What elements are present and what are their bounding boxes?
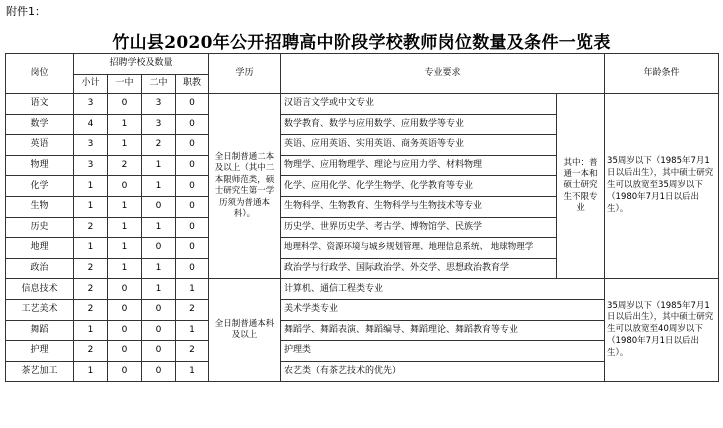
major-cell: 美术学类专业 bbox=[281, 299, 605, 320]
yizhong-cell: 1 bbox=[108, 258, 142, 279]
header-row-1 bbox=[6, 54, 719, 75]
major-cell: 英语、应用英语、实用英语、商务英语等专业 bbox=[281, 135, 557, 156]
yizhong-cell: 1 bbox=[108, 196, 142, 217]
major-cell: 数学教育、数学与应用数学、应用数学等专业 bbox=[281, 114, 557, 135]
zhijiao-cell: 0 bbox=[176, 114, 209, 135]
yizhong-cell: 0 bbox=[108, 299, 142, 320]
erzhong-cell: 0 bbox=[142, 238, 176, 259]
major-cell: 护理类 bbox=[281, 341, 605, 362]
erzhong-cell: 1 bbox=[142, 258, 176, 279]
erzhong-cell: 1 bbox=[142, 279, 176, 300]
post-cell: 信息技术 bbox=[6, 279, 74, 300]
yizhong-cell: 1 bbox=[108, 217, 142, 238]
total-cell: 2 bbox=[74, 258, 108, 279]
recruitment-table bbox=[5, 53, 719, 382]
yizhong-cell: 0 bbox=[108, 320, 142, 341]
zhijiao-cell: 0 bbox=[176, 217, 209, 238]
major-cell: 物理学、应用物理学、理论与应用力学、材料物理 bbox=[281, 155, 557, 176]
post-cell: 茶艺加工 bbox=[6, 361, 74, 382]
yizhong-cell: 0 bbox=[108, 94, 142, 115]
yizhong-cell: 1 bbox=[108, 238, 142, 259]
zhijiao-cell: 2 bbox=[176, 299, 209, 320]
total-cell: 1 bbox=[74, 361, 108, 382]
age-cell-group1: 35周岁以下（1985年7月1日以后出生），其中硕士研究生可以放宽至35周岁以下（1980年7月1日以后出生）。 bbox=[605, 94, 719, 279]
erzhong-cell: 3 bbox=[142, 114, 176, 135]
erzhong-cell: 0 bbox=[142, 320, 176, 341]
erzhong-cell: 0 bbox=[142, 341, 176, 362]
total-cell: 3 bbox=[74, 155, 108, 176]
header-quota-group: 招聘学校及数量 bbox=[74, 54, 209, 75]
total-cell: 2 bbox=[74, 341, 108, 362]
major-cell: 农艺类（有茶艺技术的优先） bbox=[281, 361, 605, 382]
header-quota-yizhong: 一中 bbox=[108, 75, 142, 94]
post-cell: 数学 bbox=[6, 114, 74, 135]
post-cell: 英语 bbox=[6, 135, 74, 156]
attachment-label: 附件1： bbox=[6, 5, 46, 18]
yizhong-cell: 0 bbox=[108, 361, 142, 382]
yizhong-cell: 1 bbox=[108, 114, 142, 135]
total-cell: 3 bbox=[74, 94, 108, 115]
zhijiao-cell: 0 bbox=[176, 238, 209, 259]
yizhong-cell: 0 bbox=[108, 176, 142, 197]
post-cell: 生物 bbox=[6, 196, 74, 217]
education-cell-group2: 全日制普通本科及以上 bbox=[209, 279, 281, 382]
erzhong-cell: 2 bbox=[142, 135, 176, 156]
education-cell-group1: 全日制普通二本及以上（其中二本限师范类，硕士研究生第一学历须为普通本科）。 bbox=[209, 94, 281, 279]
major-cell: 舞蹈学、舞蹈表演、舞蹈编导、舞蹈理论、舞蹈教育等专业 bbox=[281, 320, 605, 341]
total-cell: 3 bbox=[74, 135, 108, 156]
major-cell: 历史学、世界历史学、考古学、博物馆学、民族学 bbox=[281, 217, 557, 238]
major-note-cell: 其中：普通一本和硕士研究生不限专业 bbox=[557, 94, 605, 279]
erzhong-cell: 3 bbox=[142, 94, 176, 115]
yizhong-cell: 0 bbox=[108, 279, 142, 300]
header-quota-erzhong: 二中 bbox=[142, 75, 176, 94]
header-quota-zhijiao: 职教 bbox=[176, 75, 209, 94]
total-cell: 2 bbox=[74, 279, 108, 300]
post-cell: 工艺美术 bbox=[6, 299, 74, 320]
zhijiao-cell: 0 bbox=[176, 176, 209, 197]
header-post: 岗位 bbox=[6, 54, 74, 94]
post-cell: 化学 bbox=[6, 176, 74, 197]
post-cell: 地理 bbox=[6, 238, 74, 259]
table-row bbox=[6, 279, 719, 300]
zhijiao-cell: 1 bbox=[176, 320, 209, 341]
total-cell: 2 bbox=[74, 299, 108, 320]
yizhong-cell: 2 bbox=[108, 155, 142, 176]
major-cell: 汉语言文学或中文专业 bbox=[281, 94, 557, 115]
zhijiao-cell: 0 bbox=[176, 94, 209, 115]
header-age: 年龄条件 bbox=[605, 54, 719, 94]
post-cell: 语文 bbox=[6, 94, 74, 115]
major-cell: 地理科学、资源环境与城乡规划管理、地理信息系统、 地球物理学 bbox=[281, 238, 557, 259]
header-education: 学历 bbox=[209, 54, 281, 94]
table-row bbox=[6, 94, 719, 115]
yizhong-cell: 0 bbox=[108, 341, 142, 362]
age-cell-group2: 35周岁以下（1985年7月1日以后出生），其中硕士研究生可以放宽至40周岁以下（1980年7月1日以后出生）。 bbox=[605, 279, 719, 382]
erzhong-cell: 0 bbox=[142, 299, 176, 320]
post-cell: 历史 bbox=[6, 217, 74, 238]
post-cell: 政治 bbox=[6, 258, 74, 279]
total-cell: 1 bbox=[74, 196, 108, 217]
major-cell: 化学、应用化学、化学生物学、化学教育等专业 bbox=[281, 176, 557, 197]
header-major: 专业要求 bbox=[281, 54, 605, 94]
zhijiao-cell: 0 bbox=[176, 258, 209, 279]
erzhong-cell: 1 bbox=[142, 155, 176, 176]
major-cell: 生物科学、生物教育、生物科学与生物技术等专业 bbox=[281, 196, 557, 217]
zhijiao-cell: 0 bbox=[176, 135, 209, 156]
zhijiao-cell: 0 bbox=[176, 196, 209, 217]
yizhong-cell: 1 bbox=[108, 135, 142, 156]
total-cell: 4 bbox=[74, 114, 108, 135]
erzhong-cell: 0 bbox=[142, 196, 176, 217]
zhijiao-cell: 2 bbox=[176, 341, 209, 362]
total-cell: 2 bbox=[74, 217, 108, 238]
post-cell: 护理 bbox=[6, 341, 74, 362]
post-cell: 物理 bbox=[6, 155, 74, 176]
total-cell: 1 bbox=[74, 320, 108, 341]
major-cell: 计算机、通信工程类专业 bbox=[281, 279, 605, 300]
total-cell: 1 bbox=[74, 238, 108, 259]
header-quota-total: 小计 bbox=[74, 75, 108, 94]
post-cell: 舞蹈 bbox=[6, 320, 74, 341]
zhijiao-cell: 0 bbox=[176, 155, 209, 176]
zhijiao-cell: 1 bbox=[176, 279, 209, 300]
zhijiao-cell: 1 bbox=[176, 361, 209, 382]
total-cell: 1 bbox=[74, 176, 108, 197]
page-title: 竹山县2020年公开招聘高中阶段学校教师岗位数量及条件一览表 bbox=[112, 33, 611, 53]
erzhong-cell: 1 bbox=[142, 217, 176, 238]
erzhong-cell: 0 bbox=[142, 361, 176, 382]
erzhong-cell: 1 bbox=[142, 176, 176, 197]
major-cell: 政治学与行政学、国际政治学、外交学、思想政治教育学 bbox=[281, 258, 557, 279]
